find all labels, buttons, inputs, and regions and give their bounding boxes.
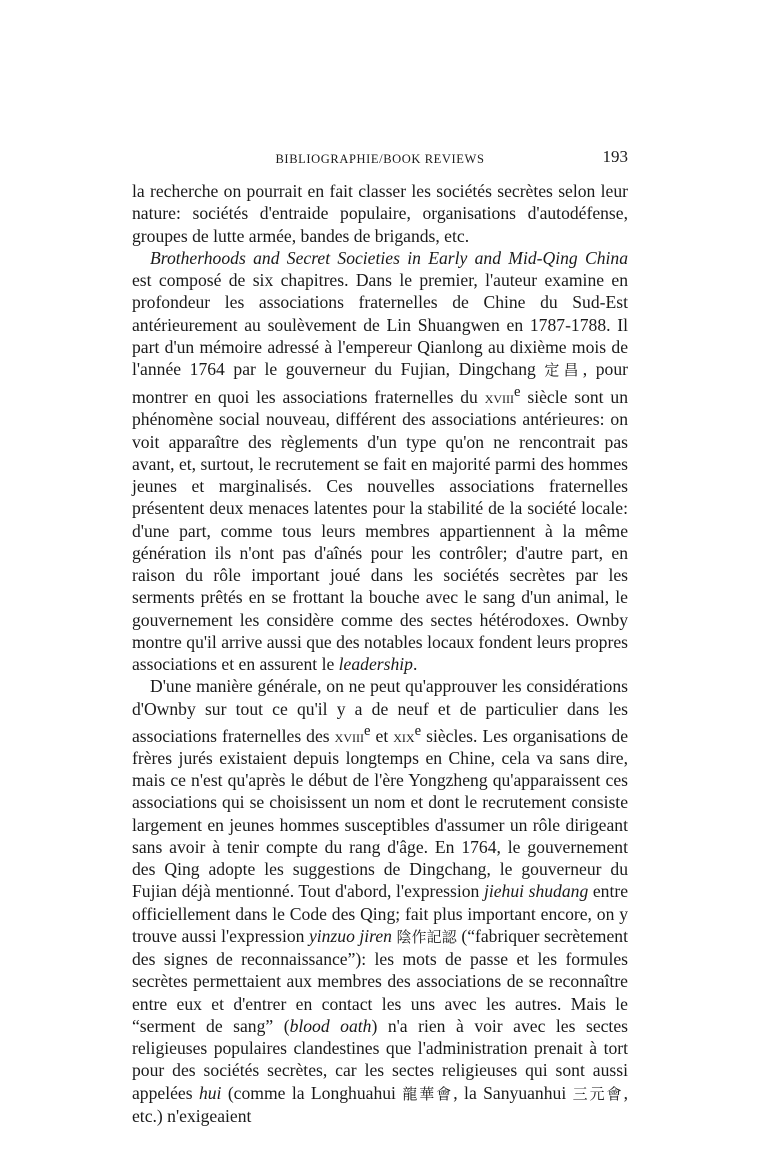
- italic-term: hui: [198, 1082, 222, 1103]
- book-title: Brotherhoods and Secret Societies in Early and Mid-Qing China: [150, 247, 628, 268]
- text-run: , etc.) n'exigeaient: [132, 1082, 628, 1126]
- chinese-term: 龍華會: [402, 1084, 454, 1103]
- text-run: .: [412, 654, 418, 675]
- paragraph-1-text: la recherche on pourrait en fait classer les sociétés secrètes selon leur nature: sociétés d'entraide populaire, organisations d'autodéfense, groupes de lutte armée, bandes de brigands, etc.: [132, 181, 628, 246]
- superscript: e: [364, 722, 371, 739]
- italic-term: yinzuo jiren: [308, 925, 392, 946]
- chinese-term: 三元會: [572, 1084, 624, 1103]
- text-run: est composé de six chapitres. Dans le premier, l'auteur examine en profondeur les associations fraternelles de Chine du Sud-Est antérieurement au soulèvement de Lin Shuangwen en 1787-1788. Il part d'un mémoire adressé à l'empereur Qianlong au dixième mois de l'année 1764 par le gouverneur du Fujian, Dingchang: [132, 270, 628, 379]
- text-run: ) n'a rien à voir avec les sectes religieuses populaires clandestines que l'administration prenait à tort pour des sociétés secrètes, car les sectes religieuses qui sont aussi appelées: [132, 1015, 628, 1103]
- running-title: BIBLIOGRAPHIE/BOOK REVIEWS: [275, 152, 485, 166]
- chinese-term: 定昌: [544, 361, 583, 379]
- chinese-term: 陰作記認: [396, 927, 457, 946]
- text-run: D'une manière générale, on ne peut qu'approuver les considérations d'Ownby sur tout ce qu'il y a de neuf et de particulier dans les associations fraternelles des: [132, 676, 628, 746]
- text-run: (comme la Longhuahui: [221, 1082, 403, 1103]
- text-run: et: [370, 725, 394, 746]
- text-run: entre officiellement dans le Code des Qing; fait plus important encore, on y trouve aussi l'expression: [132, 881, 629, 946]
- paragraph-2: [132, 247, 628, 676]
- italic-term: blood oath: [289, 1015, 372, 1036]
- century-numeral: xix: [393, 725, 415, 746]
- running-head: [132, 147, 628, 171]
- text-run: , pour montrer en quoi les associations fraternelles du: [132, 359, 628, 408]
- century-numeral: xviii: [484, 387, 515, 408]
- text-run: , la Sanyuanhui: [453, 1082, 573, 1103]
- review-body: [132, 180, 628, 1127]
- italic-term: leadership: [338, 654, 413, 675]
- text-run: siècles. Les organisations de frères jurés existaient depuis longtemps en Chine, cela va sans dire, mais ce n'est qu'après le début de l'ère Yongzheng qu'apparaissent ces associations qui se choisissent un nom et dont le recrutement consiste largement en jeunes hommes susceptibles d'assumer un rôle dirigeant sans avoir à tenir compte du rang d'âge. En 1764, le gouvernement des Qing adopte les suggestions de Dingchang, le gouverneur du Fujian déjà mentionné. Tout d'abord, l'expression: [132, 725, 629, 902]
- paragraph-1: [132, 180, 628, 247]
- superscript: e: [414, 722, 422, 739]
- century-numeral: xviii: [334, 725, 364, 746]
- italic-term: jiehui shudang: [483, 881, 589, 902]
- page-number: 193: [602, 147, 628, 166]
- text-run: (“fabriquer secrètement des signes de reconnaissance”): les mots de passe et les formules secrètes permettaient aux membres des associations de se reconnaître entre eux et d'entrer en contact les uns avec les autres. Mais le “serment de sang” (: [132, 925, 628, 1036]
- superscript: e: [514, 384, 521, 401]
- paragraph-3: [132, 675, 628, 1127]
- text-run: siècle sont un phénomène social nouveau, différent des associations antérieures: on voit apparaître des règlements d'un type qu'on ne rencontrait pas avant, et, surtout, le recrutement se fait en majorité parmi des hommes jeunes et marginalisés. Ces nouvelles associations fraternelles présentent deux menaces latentes pour la stabilité de la société locale: d'une part, comme tous leurs membres appartiennent à la même génération ils n'ont pas d'aînés pour les contrôler; d'autre part, en raison du rôle important joué dans les sociétés secrètes par les serments prêtés en se frottant la bouche avec le sang d'un animal, le gouvernement les considère comme des sectes hétérodoxes. Ownby montre qu'il arrive aussi que des notables locaux fondent leurs propres associations et en assurent le: [132, 387, 628, 675]
